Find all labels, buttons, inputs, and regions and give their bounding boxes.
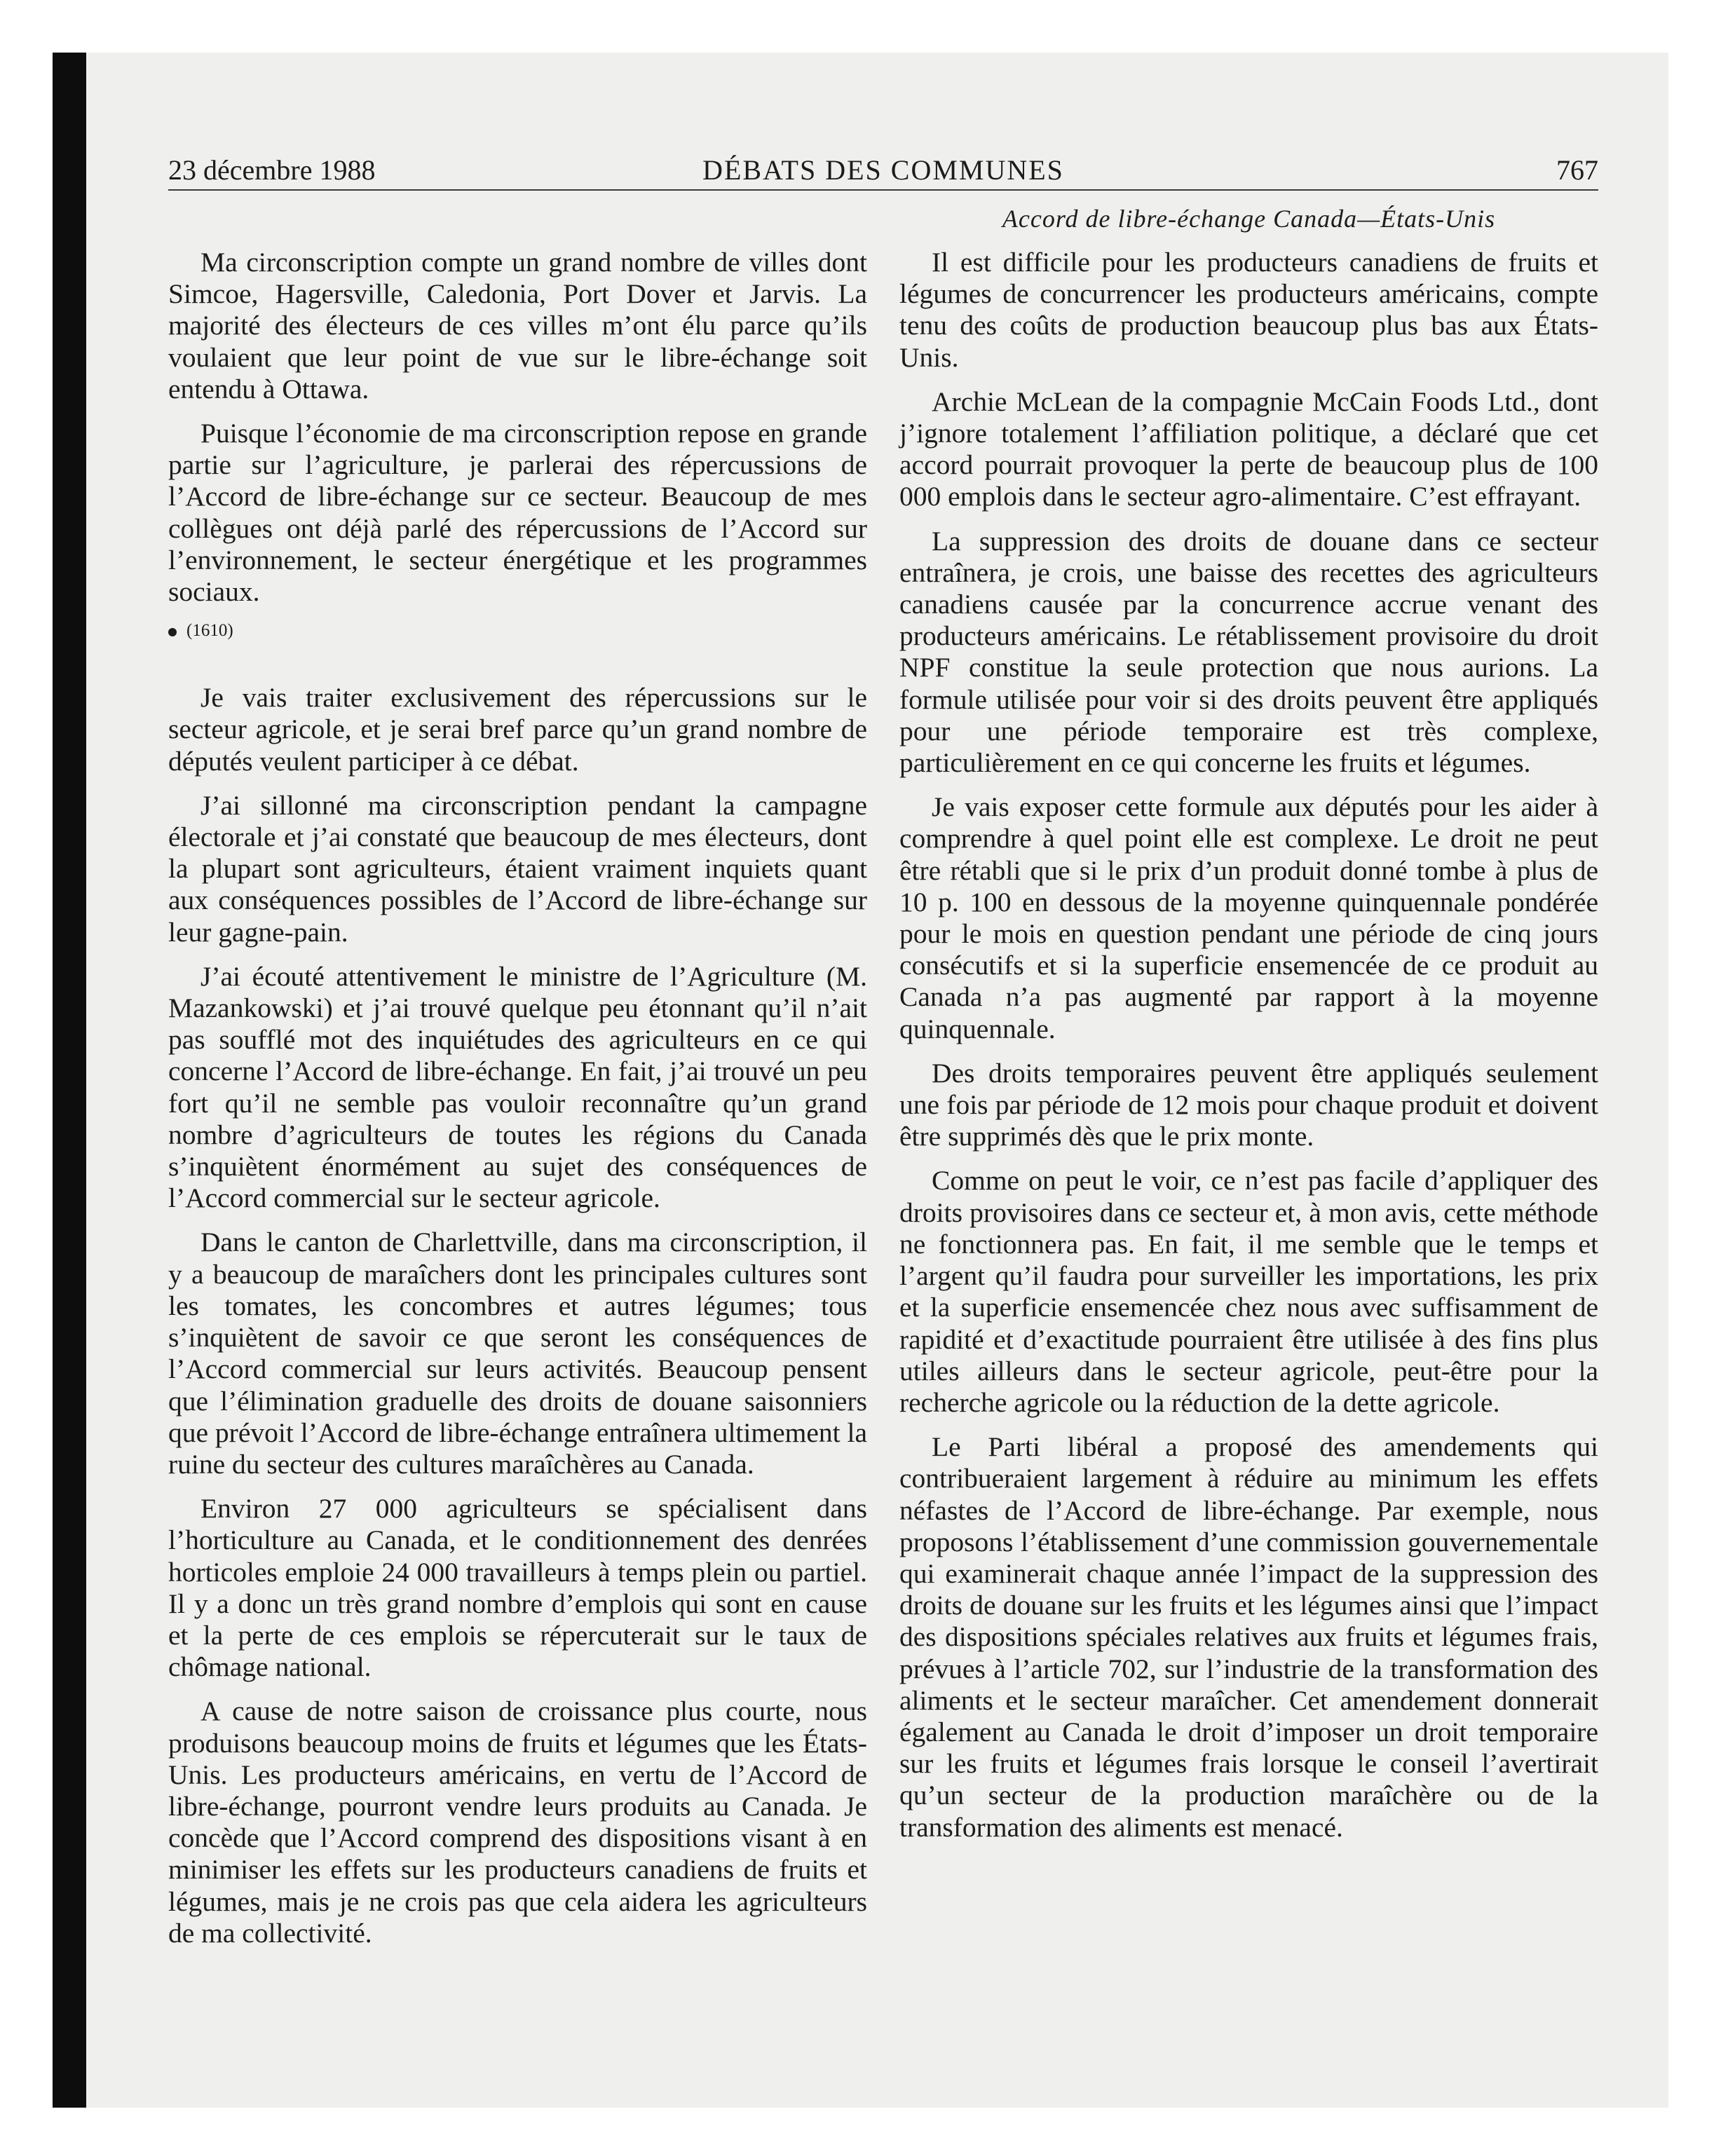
paragraph: Le Parti libéral a proposé des amendements qui contribueraient largement à réduire au minimum les effets néfastes de l’Accord de libre-échange. Par exemple, nous proposons l’établissement d’une commission gouvernementale qui examinerait chaque année l’impact de la suppression des droits de douane sur les fruits et les légumes ainsi que l’impact des dispositions spéciales relatives aux fruits et légumes frais, prévues à l’article 702, sur l’industrie de la transformation des aliments et le secteur maraîcher. Cet amendement donnerait également au Canada le droit d’imposer un droit temporaire sur les fruits et légumes frais lorsque le conseil l’avertirait qu’un secteur de la production maraîchère ou de la transformation des aliments est menacé. [899,1431,1598,1843]
paragraph: La suppression des droits de douane dans ce secteur entraînera, je crois, une baisse des recettes des agriculteurs canadiens causée par la concurrence accrue venant des producteurs américains. Le rétablissement provisoire du droit NPF constitue la seule protection que nous aurions. La formule utilisée pour voir si des droits peuvent être appliqués pour une période temporaire est très complexe, particulièrement en ce qui concerne les fruits et légumes. [899,525,1598,779]
running-header [168,151,1598,191]
paragraph: J’ai écouté attentivement le ministre de l’Agriculture (M. Mazankowski) et j’ai trouvé quelque peu étonnant qu’il n’ait pas soufflé mot des inquiétudes des agriculteurs en ce qui concerne l’Accord de libre-échange. En fait, j’ai trouvé un peu fort qu’il ne semble pas vouloir reconnaître qu’un grand nombre d’agriculteurs de toutes les régions du Canada s’inquiètent énormément au sujet des conséquences de l’Accord commercial sur le secteur agricole. [168,960,867,1214]
time-marker [168,620,867,641]
paragraph: Puisque l’économie de ma circonscription repose en grande partie sur l’agriculture, je parlerai des répercussions de l’Accord de libre-échange sur ce secteur. Beaucoup de mes collègues ont déjà parlé des répercussions de l’Accord sur l’environnement, le secteur énergétique et les programmes sociaux. [168,418,867,608]
paragraph: Archie McLean de la compagnie McCain Foods Ltd., dont j’ignore totalement l’affiliation politique, a déclaré que cet accord pourrait provoquer la perte de beaucoup plus de 100 000 emplois dans le secteur agro-alimentaire. C’est effrayant. [899,386,1598,512]
right-text-column [899,247,1598,1856]
left-text-column [168,247,867,1962]
time-marker-label: (1610) [186,621,233,641]
paragraph: Ma circonscription compte un grand nombre de villes dont Simcoe, Hagersville, Caledonia, Port Dover et Jarvis. La majorité des électeurs de ces villes m’ont élu parce qu’ils voulaient que leur point de vue sur le libre-échange soit entendu à Ottawa. [168,247,867,404]
paragraph: Des droits temporaires peuvent être appliqués seulement une fois par période de 12 mois pour chaque produit et doivent être supprimés dès que le prix monte. [899,1057,1598,1152]
paragraph: Dans le canton de Charlettville, dans ma circonscription, il y a beaucoup de maraîchers dont les principales cultures sont les tomates, les concombres et autres légumes; tous s’inquiètent de savoir ce que seront les conséquences de l’Accord commercial sur leurs activités. Beaucoup pensent que l’élimination graduelle des droits de douane saisonniers que prévoit l’Accord de libre-échange entraînera ultimement la ruine du secteur des cultures maraîchères au Canada. [168,1227,867,1480]
bullet-icon [168,628,177,636]
page-number: 767 [1556,154,1598,186]
paragraph: Environ 27 000 agriculteurs se spécialisent dans l’horticulture au Canada, et le conditionnement des denrées horticoles emploie 24 000 travailleurs à temps plein ou partiel. Il y a donc un très grand nombre d’emplois qui sont en cause et la perte de ces emplois se répercuterait sur le taux de chômage national. [168,1493,867,1683]
debate-subject-heading: Accord de libre-échange Canada—États-Unis [1002,205,1496,233]
header-date: 23 décembre 1988 [168,154,376,186]
header-publication-title: DÉBATS DES COMMUNES [702,154,1064,186]
paragraph: Je vais traiter exclusivement des répercussions sur le secteur agricole, et je serai bref parce qu’un grand nombre de députés veulent participer à ce débat. [168,682,867,777]
scan-binding-edge [53,53,86,2108]
paragraph: Je vais exposer cette formule aux députés pour les aider à comprendre à quel point elle est complexe. Le droit ne peut être rétabli que si le prix d’un produit donné tombe à plus de 10 p. 100 en dessous de la moyenne quinquennale pondérée pour le mois en question pendant une période de cinq jours consécutifs et si la superficie ensemencée de ce produit au Canada n’a pas augmenté par rapport à la moyenne quinquennale. [899,791,1598,1044]
paragraph: Il est difficile pour les producteurs canadiens de fruits et légumes de concurrencer les producteurs américains, compte tenu des coûts de production beaucoup plus bas aux États-Unis. [899,247,1598,373]
paragraph: Comme on peut le voir, ce n’est pas facile d’appliquer des droits provisoires dans ce secteur et, à mon avis, cette méthode ne fonctionnera pas. En fait, il me semble que le temps et l’argent qu’il faudra pour surveiller les importations, les prix et la superficie ensemencée chez nous avec suffisamment de rapidité et d’exactitude pourraient être utilisée à des fins plus utiles ailleurs dans le secteur agricole, peut-être pour la recherche agricole ou la réduction de la dette agricole. [899,1165,1598,1418]
paragraph: A cause de notre saison de croissance plus courte, nous produisons beaucoup moins de fruits et légumes que les États-Unis. Les producteurs américains, en vertu de l’Accord de libre-échange, pourront vendre leurs produits au Canada. Je concède que l’Accord comprend des dispositions visant à en minimiser les effets sur les producteurs canadiens de fruits et légumes, mais je ne crois pas que cela aidera les agriculteurs de ma collectivité. [168,1696,867,1949]
paragraph: J’ai sillonné ma circonscription pendant la campagne électorale et j’ai constaté que beaucoup de mes électeurs, dont la plupart sont agriculteurs, étaient vraiment inquiets quant aux conséquences possibles de l’Accord de libre-échange sur leur gagne-pain. [168,789,867,948]
